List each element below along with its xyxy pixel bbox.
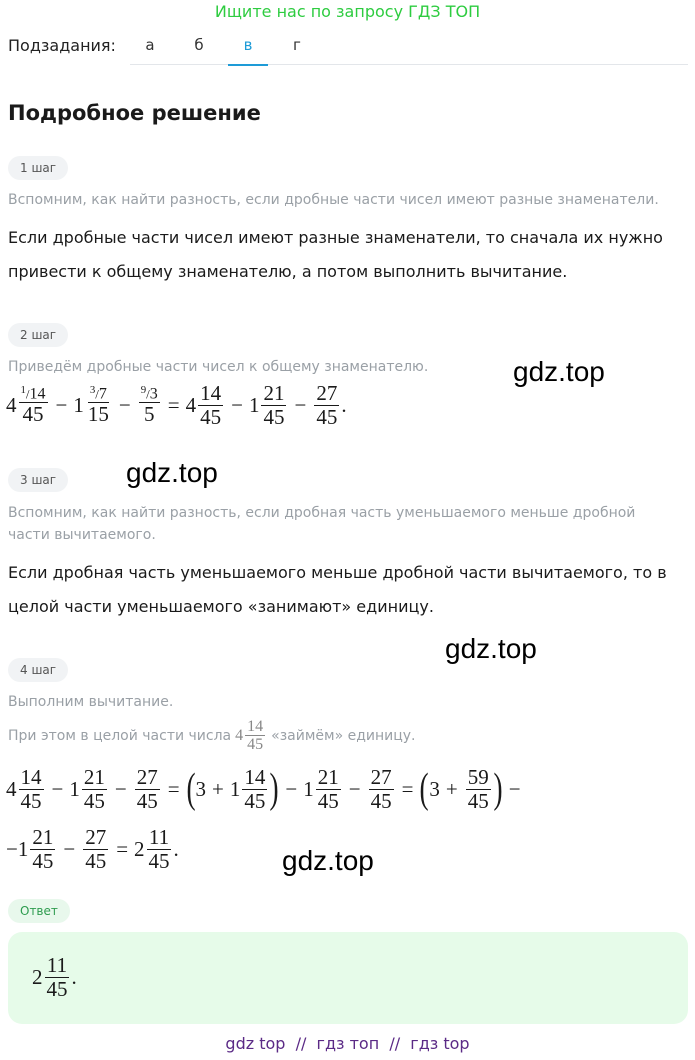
numerator: 11 <box>148 825 170 849</box>
numerator: 27 <box>370 765 392 789</box>
denominator: 45 <box>22 402 44 427</box>
numerator: 27 <box>316 381 338 405</box>
numerator: 3 <box>149 384 158 402</box>
step3-hint-line1: Вспомним, как найти разность, если дробная часть уменьшаемого меньше дробной <box>8 505 636 521</box>
superscript-numerator: 1 <box>20 383 26 396</box>
tab-subtask-v[interactable]: в <box>228 36 268 66</box>
whole-part: 4 <box>6 392 17 417</box>
whole-part: 1 <box>69 776 80 801</box>
denominator: 45 <box>136 788 158 813</box>
step3-text-line2: целой части уменьшаемого «занимают» единицу. <box>8 597 434 616</box>
denominator: 45 <box>85 848 107 873</box>
mixed-number <box>18 826 58 872</box>
denominator: 45 <box>263 404 285 429</box>
watermark: gdz.top <box>445 633 537 664</box>
subtasks-label: Подзадания: <box>8 36 116 55</box>
numerator: 21 <box>317 765 339 789</box>
fraction <box>135 766 160 812</box>
mixed-number <box>303 766 343 812</box>
mixed-number <box>69 766 109 812</box>
superscript-numerator: 9 <box>140 383 147 396</box>
step3-hint-line2: части вычитаемого. <box>8 527 156 543</box>
whole-part: 4 <box>185 392 197 417</box>
numerator: 59 <box>467 765 489 789</box>
integer: 3 <box>429 776 440 801</box>
whole-part: 1 <box>229 776 241 801</box>
subtasks-bar <box>8 36 688 66</box>
fraction <box>83 826 108 872</box>
mixed-number <box>134 826 174 872</box>
denominator: 45 <box>200 404 222 429</box>
numerator: 21 <box>83 765 105 789</box>
answer-badge: Ответ <box>8 899 70 923</box>
denominator: 45 <box>148 848 170 873</box>
step4-hint2 <box>8 718 416 754</box>
whole-part: 1 <box>17 836 29 861</box>
mixed-number <box>6 766 46 812</box>
step-badge-4: 4 шаг <box>8 658 68 682</box>
fraction <box>466 766 491 812</box>
hint-text-before: При этом в целой части числа <box>8 727 232 744</box>
step1-text-line2: привести к общему знаменателю, а потом выполнить вычитание. <box>8 262 568 281</box>
step-badge-3: 3 шаг <box>8 468 68 492</box>
denominator: 45 <box>46 976 68 1001</box>
whole-part: 1 <box>73 392 84 417</box>
denominator: 45 <box>244 788 266 813</box>
watermark: gdz.top <box>282 845 374 876</box>
numerator: 21 <box>263 381 285 405</box>
step4-equation-line1: 4 $\frac{14}{45}$ − 1 $\frac{21}{45}$ − $\frac{27}{45}$ = ( 3 + 1 $\frac{14}{45}$ ) − 1 $\frac{21}{45}$ − $\frac{27}{45}$ = ( 3 + $\frac{59}{45}$ ) − <box>6 765 521 813</box>
denominator: 45 <box>247 736 264 754</box>
denominator: 45 <box>83 788 105 813</box>
watermark: gdz.top <box>513 356 605 387</box>
numerator: 14 <box>20 765 42 789</box>
step4-hint1: Выполним вычитание. <box>8 694 174 710</box>
whole-part: 1 <box>303 776 314 801</box>
integer: 3 <box>195 776 207 801</box>
denominator: 15 <box>87 402 109 427</box>
inline-mixed-number <box>235 718 267 754</box>
step1-text-line1: Если дробные части чисел имеют разные знаменатели, то сначала их нужно <box>8 228 663 247</box>
step2-equation: 4 $\frac{^1/14}{45}$ − 1 $\frac{^3/7}{15}$ − $\frac{^9/3}{5}$ = 4 $\frac{14}{45}$ − 1 $\frac{21}{45}$ − $\frac{27}{45}$ . <box>6 381 347 429</box>
hint-text-after: «займём» единицу. <box>271 727 416 744</box>
numerator: 14 <box>244 765 266 789</box>
whole-part: 1 <box>248 392 260 417</box>
denominator: 45 <box>316 404 338 429</box>
numerator: 27 <box>136 765 158 789</box>
step3-text-line1: Если дробная часть уменьшаемого меньше дробной части вычитаемого, то в <box>8 563 667 582</box>
step-badge-2: 2 шаг <box>8 323 68 347</box>
denominator: 45 <box>370 788 392 813</box>
numerator: 14 <box>200 381 222 405</box>
page-title: Подробное решение <box>8 101 261 125</box>
step1-hint: Вспомним, как найти разность, если дробные части чисел имеют разные знаменатели. <box>8 192 659 208</box>
step4-equation-line2: − 1 $\frac{21}{45}$ − $\frac{27}{45}$ = 2 $\frac{11}{45}$ . <box>6 825 179 873</box>
answer-box <box>8 932 688 1024</box>
superscript-numerator: 3 <box>89 383 96 396</box>
step2-hint: Приведём дробные части чисел к общему знаменателю. <box>8 359 429 375</box>
denominator: 45 <box>317 788 339 813</box>
whole-part: 4 <box>6 776 17 801</box>
step-badge-1: 1 шаг <box>8 156 68 180</box>
numerator: 11 <box>46 953 68 977</box>
mixed-number <box>186 382 226 428</box>
answer-value: 2 $\frac{11}{45}$ . <box>32 953 77 1001</box>
whole-part: 2 <box>32 964 43 989</box>
numerator: 14 <box>29 384 46 402</box>
promo-banner[interactable]: Ищите нас по запросу ГДЗ ТОП <box>214 2 481 21</box>
footer-links[interactable]: gdz top // гдз топ // гдз top <box>225 1034 470 1053</box>
denominator: 45 <box>467 788 489 813</box>
tab-subtask-g[interactable]: г <box>293 36 301 54</box>
mixed-number: 4 $\frac{^1/14}{45}$ <box>6 383 46 427</box>
numerator: 21 <box>32 825 54 849</box>
numerator: 14 <box>247 718 264 735</box>
whole-part: 4 <box>235 726 244 744</box>
tab-subtask-a[interactable]: а <box>145 36 155 54</box>
mixed-number <box>32 954 72 1000</box>
mixed-number <box>249 382 289 428</box>
fraction <box>314 382 339 428</box>
tab-subtask-b[interactable]: б <box>194 36 204 54</box>
whole-part: 2 <box>134 836 145 861</box>
denominator: 45 <box>20 788 42 813</box>
numerator: 7 <box>98 384 107 402</box>
numerator: 27 <box>85 825 107 849</box>
fraction: $\frac{^9/3}{5}$ <box>140 383 158 427</box>
denominator: 5 <box>144 402 155 427</box>
watermark: gdz.top <box>126 457 218 488</box>
mixed-number <box>230 766 270 812</box>
mixed-number: 1 $\frac{^3/7}{15}$ <box>73 383 109 427</box>
fraction <box>369 766 394 812</box>
denominator: 45 <box>32 848 54 873</box>
